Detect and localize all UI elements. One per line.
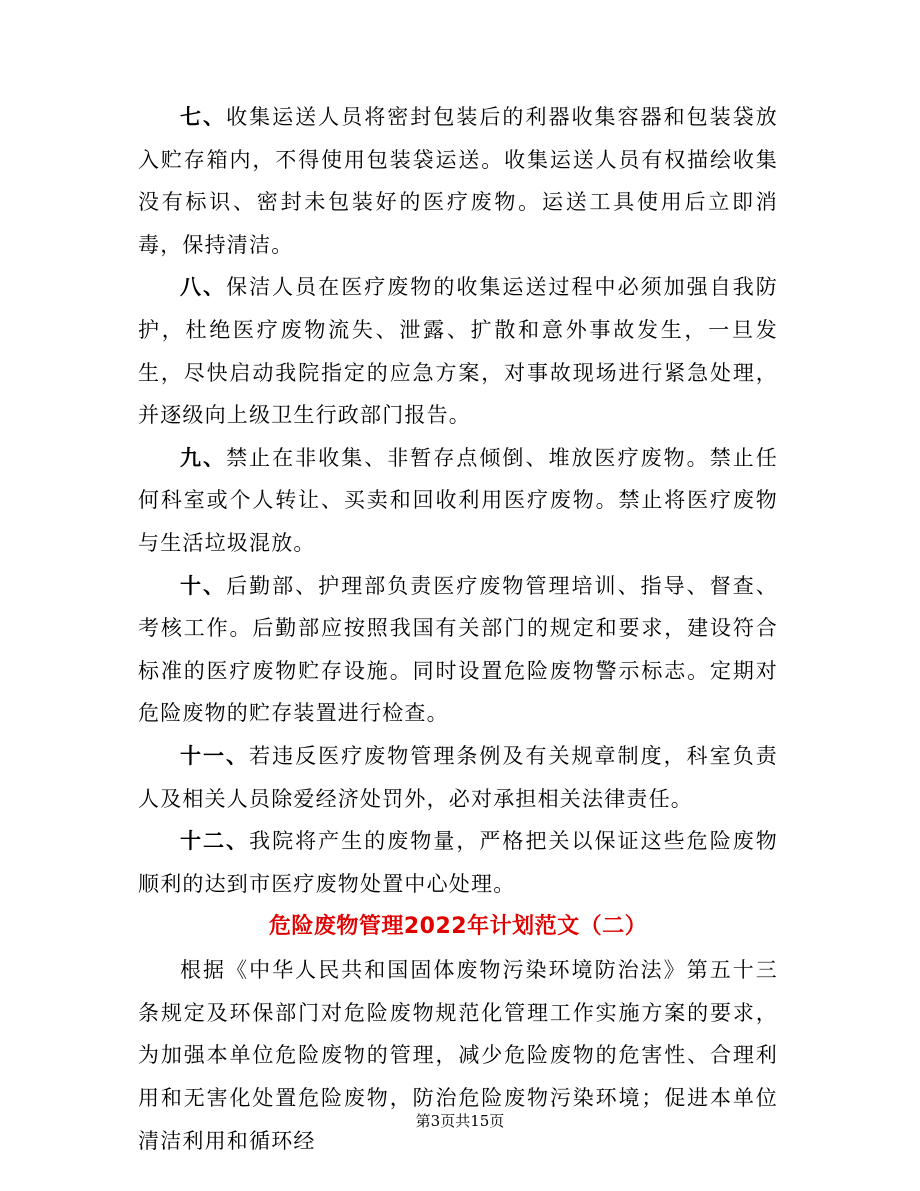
paragraph-12 bbox=[138, 820, 778, 905]
page-footer bbox=[0, 1110, 920, 1131]
paragraph-7 bbox=[138, 96, 778, 266]
paragraph-text: 收集运送人员将密封包装后的利器收集容器和包装袋放入贮存箱内，不得使用包装袋运送。收集运送人员有权描绘收集没有标识、密封未包装好的医疗废物。运送工具使用后立即消毒，保持清洁。 bbox=[138, 105, 778, 257]
paragraph-number: 十一、 bbox=[180, 742, 250, 768]
intro-paragraph: 根据《中华人民共和国固体废物污染环境防治法》第五十三条规定及环保部门对危险废物规范化管理工作实施方案的要求，为加强本单位危险废物的管理，减少危险废物的危害性、合理利用和无害化处置危险废物，防治危险废物污染环境；促进本单位清洁利用和循环经 bbox=[138, 958, 778, 1153]
document-body bbox=[138, 96, 778, 1162]
paragraph-number: 九、 bbox=[180, 444, 227, 470]
paragraph-8 bbox=[138, 266, 778, 436]
paragraph-text: 禁止在非收集、非暂存点倾倒、堆放医疗废物。禁止任何科室或个人转让、买卖和回收利用医疗废物。禁止将医疗废物与生活垃圾混放。 bbox=[138, 445, 778, 555]
paragraph-number: 十二、 bbox=[180, 828, 250, 854]
paragraph-10 bbox=[138, 565, 778, 735]
paragraph-text: 若违反医疗废物管理条例及有关规章制度，科室负责人及相关人员除爱经济处罚外，必对承担相关法律责任。 bbox=[138, 743, 778, 811]
paragraph-number: 八、 bbox=[180, 274, 227, 300]
paragraph-text: 保洁人员在医疗废物的收集运送过程中必须加强自我防护，杜绝医疗废物流失、泄露、扩散和意外事故发生，一旦发生，尽快启动我院指定的应急方案，对事故现场进行紧急处理，并逐级向上级卫生行政部门报告。 bbox=[138, 275, 778, 428]
paragraph-text: 后勤部、护理部负责医疗废物管理培训、指导、督查、考核工作。后勤部应按照我国有关部门的规定和要求，建设符合标准的医疗废物贮存设施。同时设置危险废物警示标志。定期对危险废物的贮存装置进行检查。 bbox=[138, 573, 778, 726]
paragraph-9 bbox=[138, 437, 778, 565]
paragraph-number: 十、 bbox=[180, 572, 227, 598]
paragraph-number: 七、 bbox=[180, 104, 227, 129]
section-title: 危险废物管理2022年计划范文（二） bbox=[268, 914, 648, 940]
page-number-label: 第3页共15页 bbox=[415, 1112, 505, 1130]
paragraph-text: 我院将产生的废物量，严格把关以保证这些危险废物顺利的达到市医疗废物处置中心处理。 bbox=[138, 829, 778, 896]
paragraph-11 bbox=[138, 735, 778, 820]
